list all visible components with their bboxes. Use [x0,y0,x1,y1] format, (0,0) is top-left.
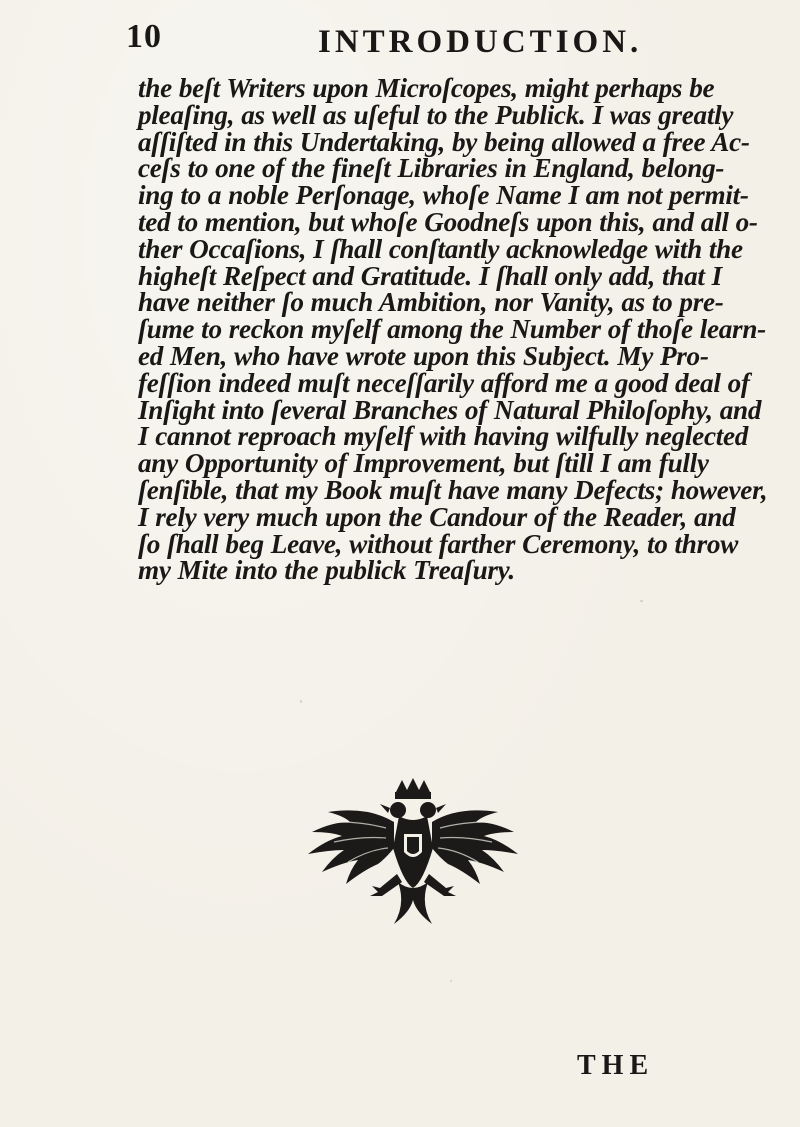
text-line: ed Men, who have wrote upon this Subject. My Pro- [138,340,709,371]
text-line: aſſiſted in this Undertaking, by being allowed a free Ac- [138,126,750,157]
text-line: I cannot reproach myſelf with having wilfully neglected [138,421,749,452]
paper-speck [640,600,643,602]
text-line: feſſion indeed muſt neceſſarily afford me a good deal of [138,367,750,398]
text-line: have neither ſo much Ambition, nor Vanity, as to pre- [138,287,724,318]
paper-speck [450,980,452,982]
text-line: pleaſing, as well as uſeful to the Publick. I was greatly [138,99,734,130]
paper-speck [300,700,302,703]
text-line: my Mite into the publick Treaſury. [138,555,515,586]
crowned-eagle-ornament-icon [298,778,528,938]
page-number: 10 [126,18,162,55]
text-line: ſo ſhall beg Leave, without farther Ceremony, to throw [138,528,739,559]
text-line: ther Occaſions, I ſhall conſtantly acknowledge with the [138,233,743,264]
text-line: ing to a noble Perſonage, whoſe Name I am not permit- [138,180,749,211]
text-line: higheſt Reſpect and Gratitude. I ſhall only add, that I [138,260,722,291]
text-line: ſenſible, that my Book muſt have many Defects; however, [138,474,768,505]
text-line: any Opportunity of Improvement, but ſtill I am fully [138,448,709,479]
body-text [138,75,788,584]
paper-speck [520,420,522,422]
catchword: THE [577,1050,655,1081]
text-line: ceſs to one of the fineſt Libraries in England, belong- [138,153,725,184]
text-line: ted to mention, but whoſe Goodneſs upon this, and all o- [138,206,758,237]
text-line: Inſight into ſeveral Branches of Natural Philoſophy, and [138,394,762,425]
text-line: ſume to reckon myſelf among the Number of thoſe learn- [138,314,766,345]
text-line: I rely very much upon the Candour of the Reader, and [138,501,736,532]
text-line: the beſt Writers upon Microſcopes, might perhaps be [138,73,715,103]
running-head: INTRODUCTION. [318,24,643,60]
